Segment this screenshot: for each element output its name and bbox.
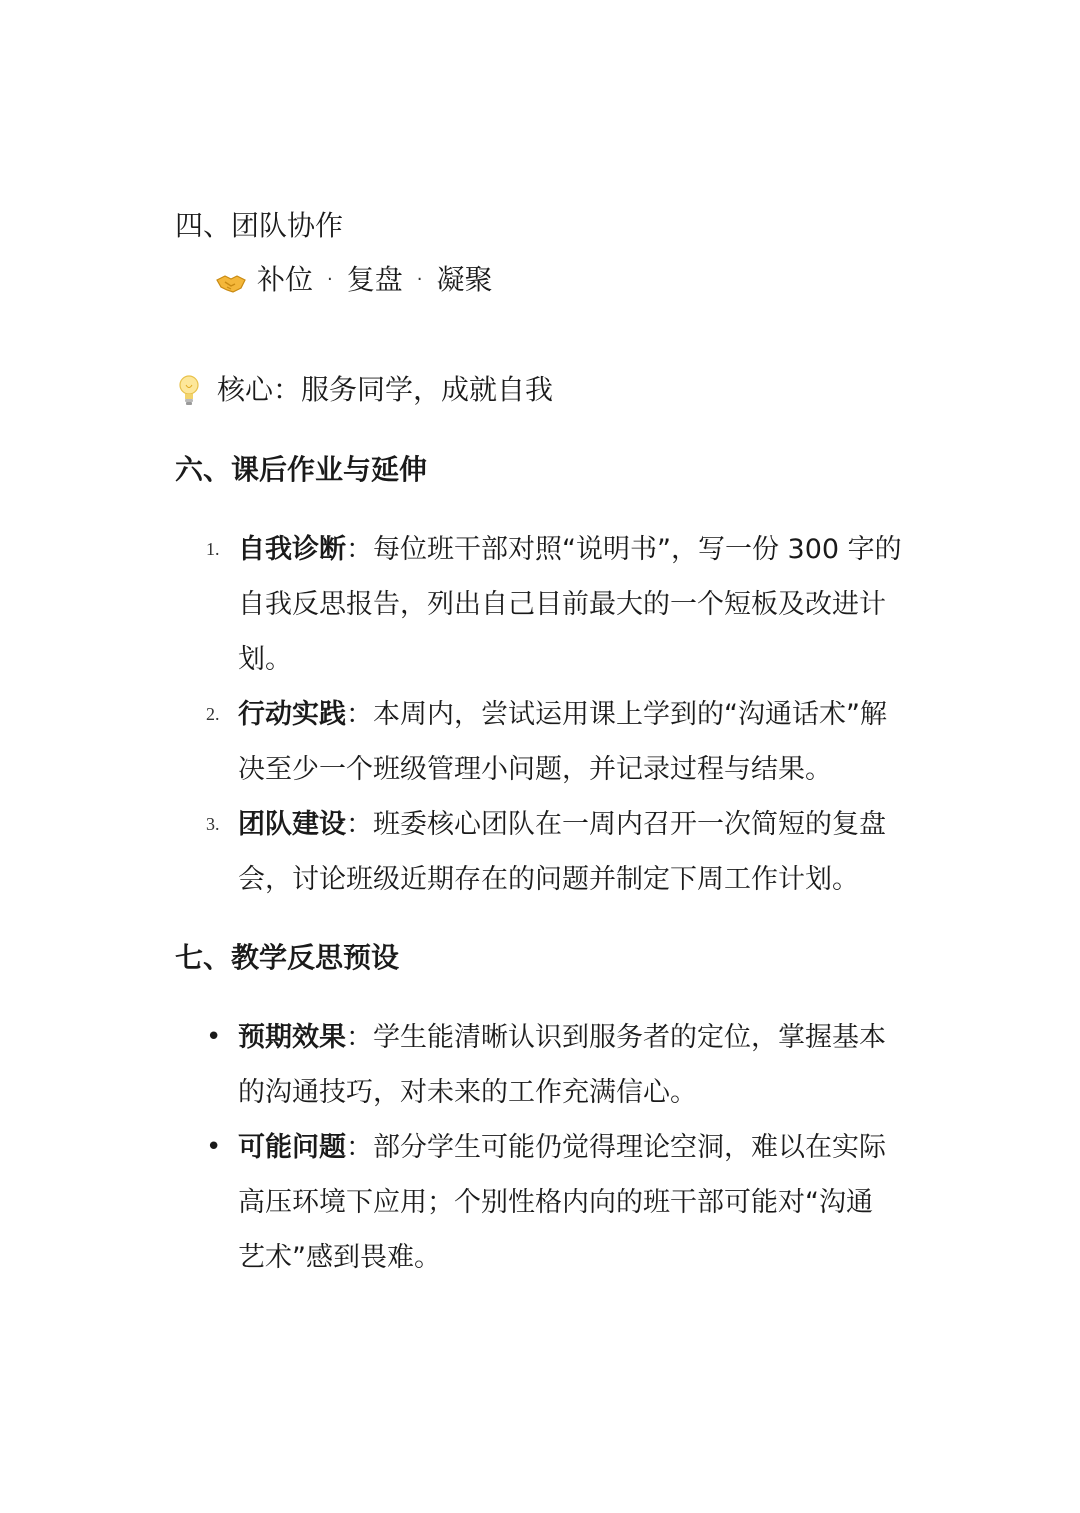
list-item xyxy=(200,1120,920,1285)
item-label: 自我诊断 xyxy=(238,534,346,565)
core-statement xyxy=(175,370,553,410)
list-item xyxy=(200,1010,920,1120)
separator: · xyxy=(416,269,423,290)
section-4-title: 四、团队协作 xyxy=(175,209,344,242)
section-7-title: 七、教学反思预设 xyxy=(175,941,400,974)
list-item xyxy=(200,522,920,687)
item-label: 行动实践 xyxy=(238,699,346,730)
light-bulb-icon xyxy=(175,372,203,408)
item-label: 可能问题 xyxy=(238,1132,346,1163)
item-text: ：本周内，尝试运用课上学到的“沟通话术”解 xyxy=(346,699,887,730)
section-6-title: 六、课后作业与延伸 xyxy=(175,453,428,486)
keyword: 补位 xyxy=(257,263,314,296)
list-number: 3. xyxy=(206,814,220,834)
bullet: • xyxy=(206,1022,222,1052)
item-line: 决至少一个班级管理小问题，并记录过程与结果。 xyxy=(238,754,832,785)
item-text: ：每位班干部对照“说明书”，写一份 300 字的 xyxy=(346,534,902,565)
item-line: 高压环境下应用；个别性格内向的班干部可能对“沟通 xyxy=(238,1187,873,1218)
list-number: 1. xyxy=(206,539,220,559)
item-text: ：部分学生可能仍觉得理论空洞，难以在实际 xyxy=(346,1132,886,1163)
item-label: 团队建设 xyxy=(238,809,346,840)
handshake-icon xyxy=(215,267,247,293)
separator: · xyxy=(327,269,333,290)
item-text: ：学生能清晰认识到服务者的定位，掌握基本 xyxy=(346,1022,886,1053)
section-4-keywords xyxy=(215,260,493,300)
item-line xyxy=(238,687,920,742)
item-text: ：班委核心团队在一周内召开一次简短的复盘 xyxy=(346,809,886,840)
bullet: • xyxy=(206,1132,222,1162)
keyword: 凝聚 xyxy=(436,263,493,296)
keyword: 复盘 xyxy=(346,263,403,296)
item-line xyxy=(238,522,920,577)
item-line: 的沟通技巧，对未来的工作充满信心。 xyxy=(238,1077,697,1108)
core-text: 核心：服务同学，成就自我 xyxy=(217,373,554,406)
item-label: 预期效果 xyxy=(238,1022,346,1053)
item-line: 自我反思报告，列出自己目前最大的一个短板及改进计 xyxy=(238,589,886,620)
item-line: 划。 xyxy=(238,644,292,675)
homework-list xyxy=(200,522,920,907)
item-line xyxy=(238,1010,920,1065)
item-line xyxy=(238,797,920,852)
reflection-list xyxy=(200,1010,920,1285)
item-line xyxy=(238,1120,920,1175)
item-line: 艺术”感到畏难。 xyxy=(238,1242,441,1273)
list-number: 2. xyxy=(206,704,220,724)
list-item xyxy=(200,687,920,797)
list-item xyxy=(200,797,920,907)
item-line: 会，讨论班级近期存在的问题并制定下周工作计划。 xyxy=(238,864,859,895)
